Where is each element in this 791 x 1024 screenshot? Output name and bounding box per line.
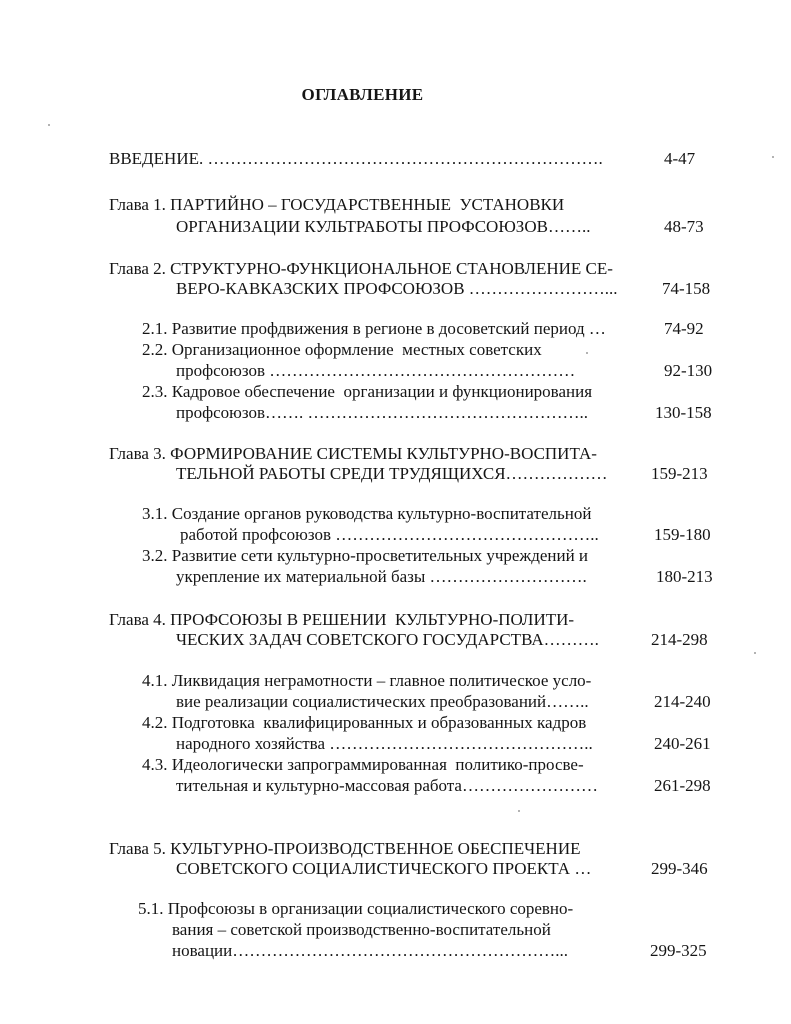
toc-chapter-3-line-2: ТЕЛЬНОЙ РАБОТЫ СРЕДИ ТРУДЯЩИХСЯ……………… [176,464,608,483]
toc-section-2-2-line-2: профсоюзов ……………………………………………… [176,361,576,380]
toc-chapter-5-line-2: СОВЕТСКОГО СОЦИАЛИСТИЧЕСКОГО ПРОЕКТА … [176,859,592,878]
scan-speck [586,352,588,354]
toc-section-2-2-pages: 92-130 [664,361,713,380]
toc-section-4-1-line-2: вие реализации социалистических преобразований…….. [176,692,589,711]
toc-chapter-3-pages: 159-213 [651,464,708,483]
toc-chapter-4-line-2: ЧЕСКИХ ЗАДАЧ СОВЕТСКОГО ГОСУДАРСТВА………. [176,630,599,649]
toc-section-4-2-line-1: 4.2. Подготовка квалифицированных и образованных кадров [142,713,587,732]
toc-entry-introduction-pages: 4-47 [664,149,696,168]
toc-section-3-1-pages: 159-180 [654,525,711,544]
toc-section-3-1-line-2: работой профсоюзов ……………………………………….. [180,525,599,544]
toc-chapter-3-line-1: Глава 3. ФОРМИРОВАНИЕ СИСТЕМЫ КУЛЬТУРНО-ВОСПИТА- [109,444,597,463]
toc-section-5-1-line-3: новации…………………………………………………... [172,941,568,960]
toc-chapter-4-pages: 214-298 [651,630,708,649]
scan-speck [48,124,50,126]
toc-section-5-1-line-2: вания – советской производственно-воспитательной [172,920,551,939]
toc-chapter-2-pages: 74-158 [662,279,711,298]
toc-section-3-1-line-1: 3.1. Создание органов руководства культурно-воспитательной [142,504,592,523]
toc-section-2-3-pages: 130-158 [655,403,712,422]
scan-speck [772,156,774,158]
toc-section-2-1-pages: 74-92 [664,319,704,338]
toc-section-4-2-pages: 240-261 [654,734,711,753]
toc-section-5-1-pages: 299-325 [650,941,707,960]
toc-chapter-1-line-1: Глава 1. ПАРТИЙНО – ГОСУДАРСТВЕННЫЕ УСТАНОВКИ [109,195,565,214]
toc-section-4-3-line-2: тительная и культурно-массовая работа…………………… [176,776,598,795]
page-title: ОГЛАВЛЕНИЕ [301,85,424,104]
toc-chapter-5-line-1: Глава 5. КУЛЬТУРНО-ПРОИЗВОДСТВЕННОЕ ОБЕСПЕЧЕНИЕ [109,839,581,858]
toc-section-4-3-line-1: 4.3. Идеологически запрограммированная политико-просве- [142,755,584,774]
toc-chapter-5-pages: 299-346 [651,859,708,878]
toc-chapter-2-line-2: ВЕРО-КАВКАЗСКИХ ПРОФСОЮЗОВ ……………………... [176,279,618,298]
toc-section-4-2-line-2: народного хозяйства ……………………………………….. [176,734,593,753]
toc-section-4-1-pages: 214-240 [654,692,711,711]
toc-section-4-1-line-1: 4.1. Ликвидация неграмотности – главное политическое усло- [142,671,592,690]
toc-section-2-3-line-1: 2.3. Кадровое обеспечение организации и функционирования [142,382,593,401]
scan-speck [754,652,756,654]
toc-section-3-2-pages: 180-213 [656,567,713,586]
scan-speck [518,810,520,812]
toc-chapter-4-line-1: Глава 4. ПРОФСОЮЗЫ В РЕШЕНИИ КУЛЬТУРНО-ПОЛИТИ- [109,610,575,629]
toc-chapter-1-line-2: ОРГАНИЗАЦИИ КУЛЬТРАБОТЫ ПРОФСОЮЗОВ…….. [176,217,591,236]
toc-chapter-1-pages: 48-73 [664,217,704,236]
toc-section-3-2-line-2: укрепление их материальной базы ………………………. [176,567,587,586]
toc-section-2-1-line-1: 2.1. Развитие профдвижения в регионе в досоветский период … [142,319,606,338]
toc-section-2-3-line-2: профсоюзов……. ………………………………………….. [176,403,589,422]
toc-section-4-3-pages: 261-298 [654,776,711,795]
toc-section-2-2-line-1: 2.2. Организационное оформление местных советских [142,340,542,359]
toc-section-3-2-line-1: 3.2. Развитие сети культурно-просветительных учреждений и [142,546,589,565]
toc-entry-introduction-line-1: ВВЕДЕНИЕ. ……………………………………………………………. [109,149,603,168]
toc-section-5-1-line-1: 5.1. Профсоюзы в организации социалистического соревно- [138,899,574,918]
toc-chapter-2-line-1: Глава 2. СТРУКТУРНО-ФУНКЦИОНАЛЬНОЕ СТАНОВЛЕНИЕ СЕ- [109,259,613,278]
